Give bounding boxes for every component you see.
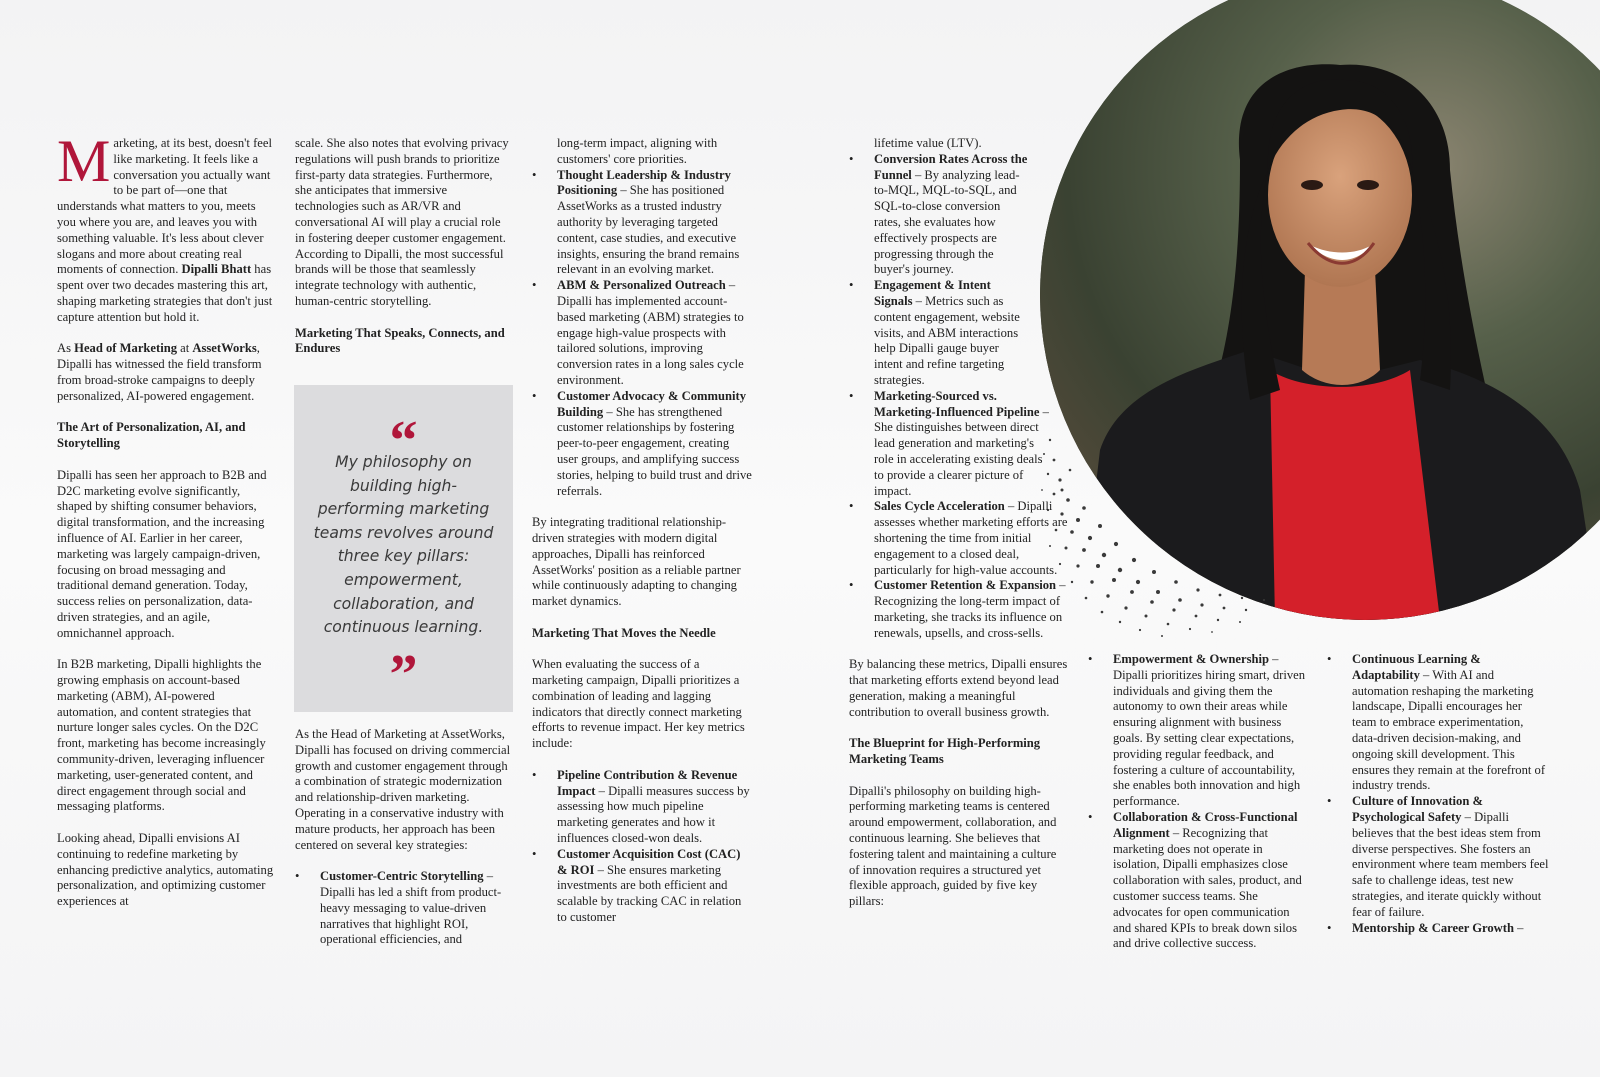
list-item-text: – By analyzing lead-to-MQL, MQL-to-SQL, and SQL-to-close conversion rates, she evaluates how effectively prospects are progressing through the buyer's journey.: [874, 167, 1020, 277]
list-item-title: Engagement & Intent Signals: [874, 278, 991, 308]
list-item: [532, 278, 752, 389]
body-paragraph: Dipalli has seen her approach to B2B and D2C marketing evolve significantly, shaped by shifting consumer behaviors, digital transformation, and the increasing influence of AI. Earlier in her career, marketing was largely campaign-driven, focusing on broad messaging and traditional demand generation. Today, success relies on personalization, data-driven strategies, and an agile, omnichannel approach.: [57, 467, 267, 640]
intro-paragraph: [57, 128, 276, 326]
list-item-title: Collaboration & Cross-Functional Alignment: [1113, 809, 1298, 840]
role-text-c: , Dipalli has witnessed the field transform from broad-stroke campaigns to deeply personalized, AI-powered engagement.: [57, 341, 262, 403]
list-item: [1327, 652, 1549, 794]
section-heading: Marketing That Speaks, Connects, and Endures: [295, 325, 505, 356]
list-item: [849, 389, 1069, 500]
pull-quote: [294, 385, 513, 712]
open-quote-icon: “: [389, 410, 418, 472]
list-item-text: – She has strengthened customer relationships by fostering peer-to-peer engagement, creating user groups, and amplifying success stories, helping to build trust and drive referrals.: [557, 404, 752, 498]
list-item-text: – She has positioned AssetWorks as a trusted industry authority by leveraging targeted content, case studies, and executive insights, ensuring the brand remains relevant in an evolving market.: [557, 183, 740, 277]
list-item-text: – Dipalli measures success by assessing how much pipeline marketing generates and how it influences closed-won deals.: [557, 783, 750, 846]
list-item-text: – Dipalli assesses whether marketing efforts are shortening the time from initial engagement to a closed deal, particularly for high-value accounts.: [874, 499, 1068, 577]
list-item: [849, 499, 1069, 578]
list-item: [1088, 652, 1310, 810]
column-1: [57, 128, 276, 926]
role-text-a: As: [57, 341, 75, 356]
list-item: [532, 768, 752, 847]
list-item-title: Conversion Rates Across the Funnel: [874, 151, 1028, 182]
list-item: [1327, 921, 1549, 937]
list-item: [532, 168, 752, 279]
drop-cap: M: [57, 128, 111, 194]
list-item: [1327, 794, 1549, 920]
intro-text-end: has spent over two decades mastering this art, shaping marketing strategies that don't just capture attention but hold it.: [57, 262, 273, 324]
list-item-continued: lifetime value (LTV).: [874, 136, 982, 150]
list-item-title: Empowerment & Ownership: [1113, 652, 1270, 666]
pull-quote-text: My philosophy on building high-performing marketing teams revolves around three key pillars: empowerment, collaboration, and continuous learning.: [313, 453, 494, 637]
list-item-text: – She distinguishes between direct lead generation and marketing's role in accelerating existing deals to provide a clearer picture of impact.: [874, 404, 1049, 498]
list-item-text: – Metrics such as content engagement, website visits, and ABM interactions help Dipalli gauge buyer intent and refine targeting strategies.: [874, 293, 1020, 387]
subject-name: Dipalli Bhatt: [181, 262, 252, 277]
role-paragraph: [57, 341, 276, 404]
column-4: [849, 136, 1069, 926]
list-item-text: –: [1513, 920, 1524, 935]
bullet-list: [532, 768, 752, 926]
list-item-title: Customer Retention & Expansion: [874, 578, 1057, 593]
list-item-title: Customer Advocacy & Community Building: [557, 388, 747, 419]
list-item-text: – Dipalli has implemented account-based marketing (ABM) strategies to engage high-value prospects with tailored solutions, improving conversion rates in a long sales cycle environment.: [557, 278, 744, 387]
list-item-title: Continuous Learning & Adaptability: [1352, 652, 1481, 682]
column-5: [1088, 652, 1310, 968]
list-item-title: Customer-Centric Storytelling: [320, 869, 484, 884]
list-item-text: – Dipalli believes that the best ideas stem from diverse perspectives. She fosters an environment where team members feel safe to challenge ideas, test new strategies, and iterate quickly without fear of failure.: [1352, 809, 1549, 919]
list-item: [1088, 810, 1310, 952]
list-item-text: – Recognizing that marketing does not operate in isolation, Dipalli emphasizes close collaboration with sales, product, and customer success teams. She advocates for open communication and shared KPIs to break down silos and drive collective success.: [1113, 825, 1302, 951]
bullet-list: [1088, 652, 1310, 952]
bullet-list: [1327, 652, 1549, 936]
close-quote-icon: ”: [389, 644, 418, 706]
section-heading: The Art of Personalization, AI, and Storytelling: [57, 420, 246, 451]
bullet-list: [295, 869, 512, 948]
list-item-title: Culture of Innovation & Psychological Safety: [1352, 794, 1483, 824]
list-item-continued: long-term impact, aligning with customers' core priorities.: [557, 136, 718, 166]
body-paragraph: By integrating traditional relationship-driven strategies with modern digital approaches, Dipalli has reinforced AssetWorks' position as a reliable partner while continuously adapting to changing market dynamics.: [532, 515, 741, 609]
list-item-text: – She ensures marketing investments are both efficient and scalable by tracking CAC in relation to customer: [557, 862, 742, 925]
list-item: [532, 847, 752, 926]
list-item-title: Thought Leadership & Industry Positioning: [557, 167, 731, 198]
role-title: Head of Marketing: [74, 341, 177, 356]
bullet-list: [849, 136, 1069, 642]
company-name: AssetWorks: [192, 341, 257, 356]
list-item: [532, 389, 752, 500]
list-item-text: – Dipalli prioritizes hiring smart, driven individuals and giving them the autonomy to own their areas while ensuring alignment with business goals. By setting clear expectations, providing regular feedback, and fostering a culture of accountability, she enables both innovation and high performance.: [1113, 652, 1306, 809]
column-3: [532, 136, 752, 942]
list-item-title: Marketing-Sourced vs. Marketing-Influenced Pipeline: [874, 388, 1040, 419]
list-item: [849, 278, 1069, 389]
body-paragraph: When evaluating the success of a marketing campaign, Dipalli prioritizes a combination of leading and lagging indicators that directly connect marketing efforts to revenue impact. Her key metrics include:: [532, 657, 745, 751]
list-item-title: Sales Cycle Acceleration: [874, 499, 1005, 514]
list-item: [295, 869, 512, 948]
list-item-text: – With AI and automation reshaping the marketing landscape, Dipalli encourages her team to embrace experimentation, data-driven decision-making, and ongoing skill development. This ensures they remain at the forefront of industry trends.: [1352, 667, 1546, 793]
body-paragraph: By balancing these metrics, Dipalli ensures that marketing efforts extend beyond lead generation, making a meaningful contribution to overall business growth.: [849, 657, 1068, 719]
bullet-list: [532, 136, 752, 499]
section-heading: Marketing That Moves the Needle: [532, 625, 716, 640]
body-paragraph: In B2B marketing, Dipalli highlights the growing emphasis on account-based marketing (ABM), AI-powered automation, and content strategies that nurture longer sales cycles. On the D2C front, marketing has become increasingly community-driven, leveraging influencer marketing, user-generated content, and direct engagement through social and messaging platforms.: [57, 657, 266, 814]
intro-text: arketing, at its best, doesn't feel like marketing. It feels like a conversation you actually want to be part of—one that understands what matters to you, meets you where you are, and leaves you with something valuable. It's less about clever slogans and more about creating real moments of connection.: [57, 136, 272, 277]
section-heading: The Blueprint for High-Performing Marketing Teams: [849, 736, 1041, 767]
halftone-dots-decoration: [1040, 420, 1300, 640]
body-paragraph: Dipalli's philosophy on building high-performing marketing teams is centered around empowerment, collaboration, and continuous learning. She believes that fostering talent and maintaining a culture of innovation requires a structured yet flexible approach, guided by five key pillars:: [849, 783, 1057, 909]
list-item: [849, 152, 1069, 278]
list-item-text: – Recognizing the long-term impact of marketing, she tracks its influence on renewals, upsells, and cross-sells.: [874, 578, 1066, 640]
list-item-title: Mentorship & Career Growth: [1352, 920, 1514, 935]
list-item: [849, 578, 1069, 641]
column-6: [1327, 652, 1549, 952]
list-item-title: Pipeline Contribution & Revenue Impact: [557, 767, 738, 798]
list-item-text: – Dipalli has led a shift from product-heavy messaging to value-driven narratives that highlight ROI, operational efficiencies, and: [320, 869, 502, 947]
body-paragraph: Looking ahead, Dipalli envisions AI continuing to redefine marketing by enhancing predictive analytics, automating personalization, and optimizing customer experiences at: [57, 831, 274, 909]
body-paragraph: scale. She also notes that evolving privacy regulations will push brands to prioritize first-party data strategies. Furthermore, she anticipates that immersive technologies such as AR/VR and conversational AI will play a crucial role in fostering deeper customer engagement. According to Dipalli, the most successful brands will be those that seamlessly integrate technology with authentic, human-centric storytelling.: [295, 136, 509, 308]
list-item-title: ABM & Personalized Outreach: [557, 278, 726, 293]
list-item-title: Customer Acquisition Cost (CAC) & ROI: [557, 846, 741, 877]
body-paragraph: As the Head of Marketing at AssetWorks, Dipalli has focused on driving commercial growth and customer engagement through a combination of strategic modernization and relationship-driven marketing. Operating in a conservative industry with mature products, her approach has been centered on several key strategies:: [295, 726, 511, 852]
role-text-b: at: [177, 341, 193, 356]
